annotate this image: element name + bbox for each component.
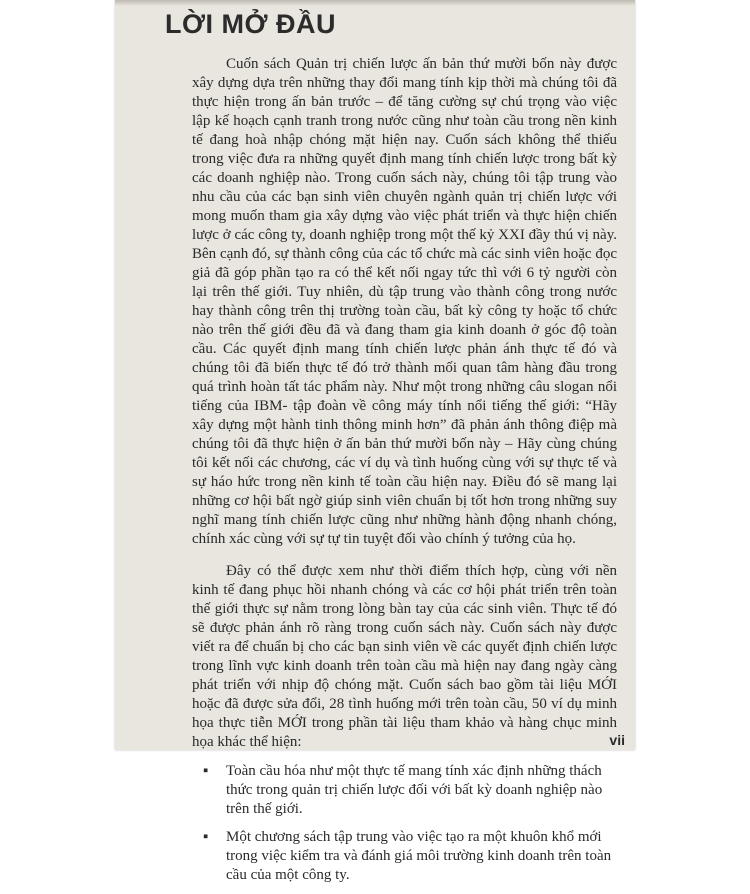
bullet-text: Một chương sách tập trung vào việc tạo ra một khuôn khổ mới trong việc kiểm tra và đánh giá môi trường kinh doanh trên toàn cầu của một công ty. [226, 829, 612, 883]
body-text [192, 55, 617, 894]
paragraph-2: Đây có thể được xem như thời điểm thích hợp, cùng với nền kinh tế đang phục hồi nhanh chóng và các cơ hội phát triển trên toàn thế giới thực sự nằm trong lòng bàn tay của các sinh viên. Thực tế đó sẽ được phản ánh rõ ràng trong cuốn sách này. Cuốn sách này được viết ra để chuẩn bị cho các bạn sinh viên về các quyết định chiến lược trong lĩnh vực kinh doanh trên toàn cầu mà hiện nay đang ngày càng phát triển với nhịp độ chóng mặt. Cuốn sách bao gồm tài liệu MỚI hoặc đã được sửa đổi, 28 tình huống mới trên toàn cầu, 50 ví dụ minh họa thực tiễn MỚI trong phần tài liệu tham khảo và hàng chục minh họa khác thể hiện: [192, 563, 617, 750]
page-heading: LỜI MỞ ĐẦU [165, 9, 337, 39]
square-bullet-icon: ▪ [203, 763, 209, 779]
list-item [192, 762, 617, 819]
paragraph-1: Cuốn sách Quản trị chiến lược ấn bản thứ mười bốn này được xây dựng dựa trên những thay đổi mang tính kịp thời mà chúng tôi đã thực hiện trong ấn bản trước – để tăng cường sự chú trọng vào việc lập kế hoạch cạnh tranh trong nước cũng như toàn cầu trong nền kinh tế đang hoà nhập chóng mặt hiện nay. Cuốn sách không thể thiếu trong việc đưa ra những quyết định mang tính chiến lược trong bất kỳ các doanh nghiệp nào. Trong cuốn sách này, chúng tôi tập trung vào nhu cầu của các bạn sinh viên chuyên ngành quản trị chiến lược với mong muốn tham gia xây dựng vào việc phát triển và thực hiện chiến lược ở các công ty, doanh nghiệp trong một thế kỷ XXI đầy thú vị này. Bên cạnh đó, sự thành công của các tổ chức mà các sinh viên hoặc đọc giả đã góp phần tạo ra có thể kết nối ngay tức thì với 6 tỷ người còn lại trên thế giới. Tuy nhiên, dù tập trung vào thành công trong nước hay thành công trên thị trường toàn cầu, bất kỳ công ty hoặc tổ chức nào trên thế giới đều đã và đang tham gia kinh doanh ở góc độ toàn cầu. Các quyết định mang tính chiến lược phản ánh thực tế đó và chúng tôi đã biến thực tế đó trở thành mối quan tâm hàng đầu trong quá trình hoàn tất tác phẩm này. Như một trong những câu slogan nổi tiếng của IBM- tập đoàn về công máy tính nổi tiếng thế giới: “Hãy xây dựng một hành tinh thông minh hơn” đã phản ánh thông điệp mà chúng tôi đã thực hiện ở ấn bản thứ mười bốn này – Hãy cùng chúng tôi kết nối các chương, các ví dụ và tình huống cùng với sự thực tế và sự háo hức trong nền kinh tế toàn cầu hiện nay. Điều đó sẽ mang lại những cơ hội bất ngờ giúp sinh viên chuẩn bị tốt hơn trong những suy nghĩ mang tính chiến lược cũng như những hành động nhanh chóng, chính xác cùng với sự tự tin tuyệt đối vào chính ý tưởng của họ. [192, 56, 617, 547]
page-number: vii [609, 732, 625, 748]
list-item [192, 828, 617, 885]
bullet-list [192, 762, 617, 885]
bullet-text: Toàn cầu hóa như một thực tế mang tính xác định những thách thức trong quản trị chiến lược đối với bất kỳ doanh nghiệp nào trên thế giới. [226, 763, 603, 817]
book-page [115, 0, 635, 883]
square-bullet-icon: ▪ [203, 829, 209, 845]
previous-page-edge [115, 0, 635, 6]
